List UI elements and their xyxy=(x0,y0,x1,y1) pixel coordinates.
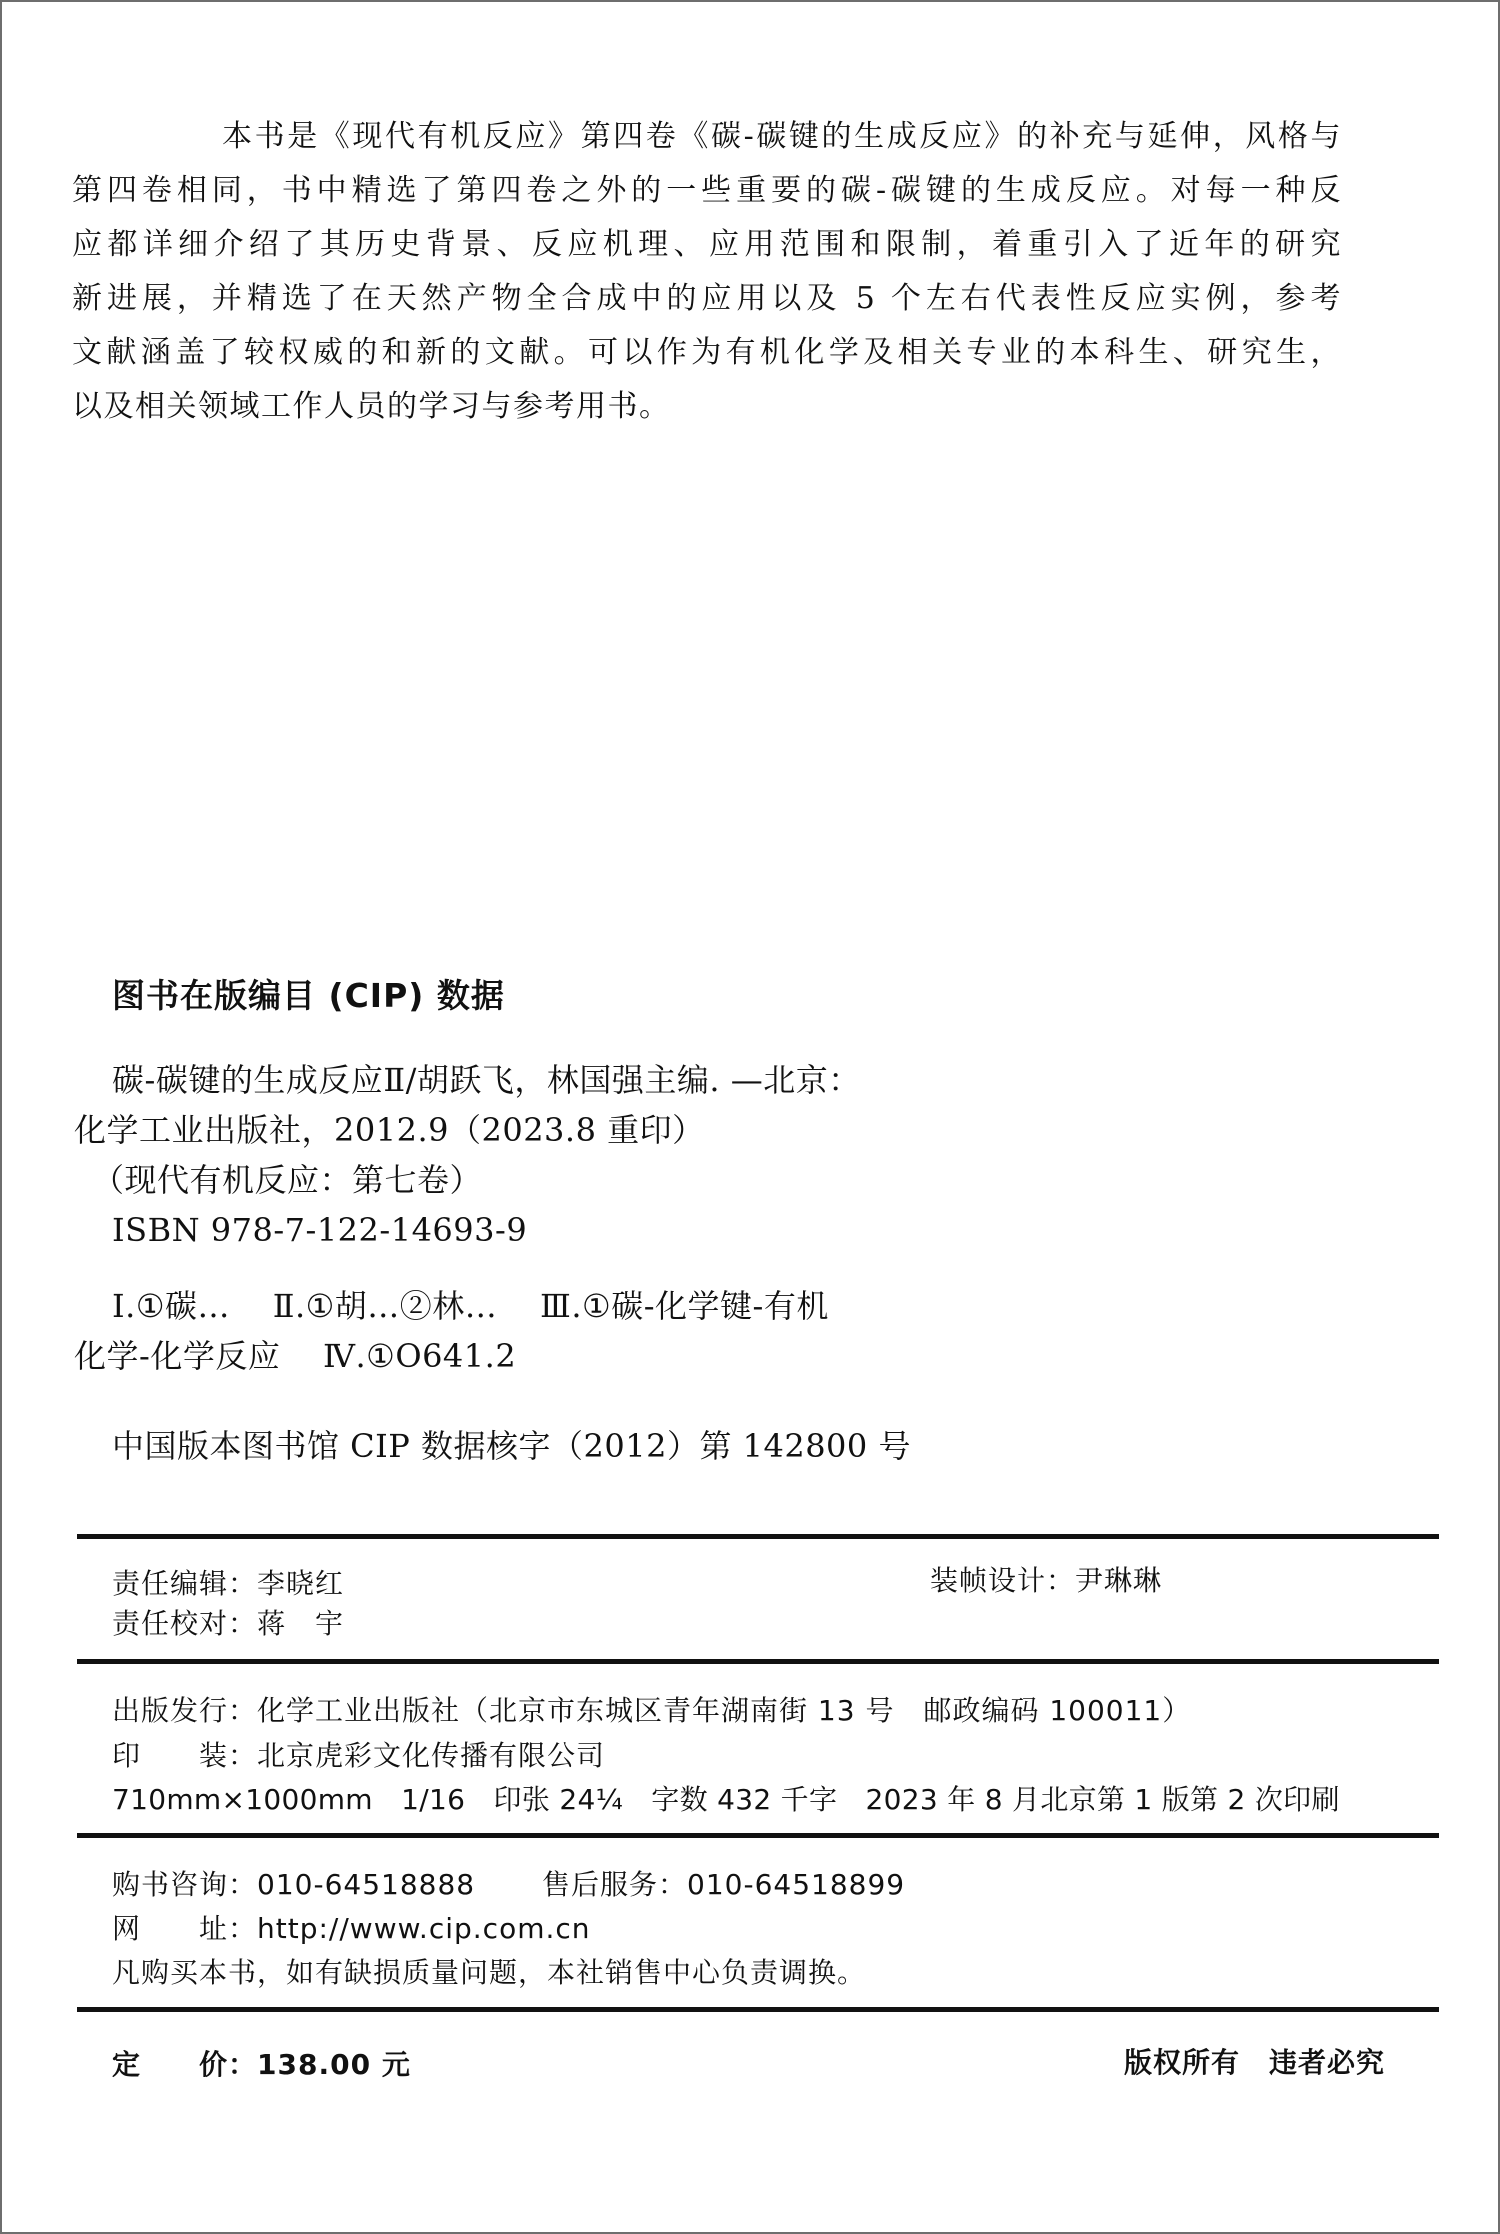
printer-label: 印 装： xyxy=(112,1739,258,1772)
purchase-label: 购书咨询： xyxy=(112,1868,258,1901)
editor-credit xyxy=(112,1567,344,1601)
service-phone: 010-64518899 xyxy=(687,1868,906,1901)
divider-rule xyxy=(77,1833,1439,1838)
service-line xyxy=(542,1868,905,1902)
cip-heading: 图书在版编目 (CIP) 数据 xyxy=(112,976,505,1015)
designer-label: 装帧设计： xyxy=(930,1564,1076,1597)
print-specs: 710mm×1000mm 1/16 印张 24¼ 字数 432 千字 2023 年 8 月北京第 1 版第 2 次印刷 xyxy=(112,1783,1340,1816)
divider-rule xyxy=(77,1659,1439,1664)
description-line: 文献涵盖了较权威的和新的文献。可以作为有机化学及相关专业的本科生、研究生， xyxy=(72,335,1342,370)
website-link[interactable]: http://www.cip.com.cn xyxy=(257,1912,591,1945)
designer-credit xyxy=(930,1564,1162,1598)
price-line xyxy=(112,2048,411,2082)
classification-line: Ⅰ.①碳… Ⅱ.①胡…②林… Ⅲ.①碳-化学键-有机 xyxy=(112,1287,829,1325)
description-line: 以及相关领域工作人员的学习与参考用书。 xyxy=(72,389,671,424)
proofreader-label: 责任校对： xyxy=(112,1607,258,1640)
purchase-phone: 010-64518888 xyxy=(257,1868,476,1901)
cip-verification-number: 中国版本图书馆 CIP 数据核字（2012）第 142800 号 xyxy=(112,1427,911,1465)
printer-line xyxy=(112,1739,605,1773)
editor-name: 李晓红 xyxy=(257,1567,345,1600)
description-line: 本书是《现代有机反应》第四卷《碳-碳键的生成反应》的补充与延伸，风格与 xyxy=(222,119,1342,154)
editor-label: 责任编辑： xyxy=(112,1567,258,1600)
divider-rule xyxy=(77,2007,1439,2012)
publisher-line xyxy=(112,1694,1191,1728)
cip-record-line: （现代有机反应：第七卷） xyxy=(92,1161,483,1199)
designer-name: 尹琳琳 xyxy=(1075,1564,1163,1597)
classification-line: 化学-化学反应 Ⅳ.①O641.2 xyxy=(74,1337,517,1375)
publisher-label: 出版发行： xyxy=(112,1694,258,1727)
description-line: 应都详细介绍了其历史背景、反应机理、应用范围和限制，着重引入了近年的研究 xyxy=(72,227,1342,262)
website-line xyxy=(112,1912,591,1946)
website-label: 网 址： xyxy=(112,1912,258,1945)
proofreader-credit xyxy=(112,1607,344,1641)
copyright-notice: 版权所有 违者必究 xyxy=(1124,2046,1386,2079)
service-label: 售后服务： xyxy=(542,1868,688,1901)
divider-rule xyxy=(77,1534,1439,1539)
cip-record-line: 化学工业出版社，2012.9（2023.8 重印） xyxy=(74,1111,705,1149)
description-line: 新进展，并精选了在天然产物全合成中的应用以及 5 个左右代表性反应实例，参考 xyxy=(72,281,1342,316)
printer-value: 北京虎彩文化传播有限公司 xyxy=(257,1739,606,1772)
isbn: ISBN 978-7-122-14693-9 xyxy=(112,1211,528,1249)
cip-record-line: 碳-碳键的生成反应Ⅱ/胡跃飞，林国强主编. —北京： xyxy=(112,1061,861,1099)
proofreader-name: 蒋 宇 xyxy=(257,1607,345,1640)
publisher-value: 化学工业出版社（北京市东城区青年湖南街 13 号 邮政编码 100011） xyxy=(257,1694,1192,1727)
replacement-notice: 凡购买本书，如有缺损质量问题，本社销售中心负责调换。 xyxy=(112,1956,867,1989)
purchase-line xyxy=(112,1868,475,1902)
price-label: 定 价： xyxy=(112,2048,258,2081)
description-line: 第四卷相同，书中精选了第四卷之外的一些重要的碳-碳键的生成反应。对每一种反 xyxy=(72,173,1342,208)
price-value: 138.00 元 xyxy=(257,2048,411,2081)
